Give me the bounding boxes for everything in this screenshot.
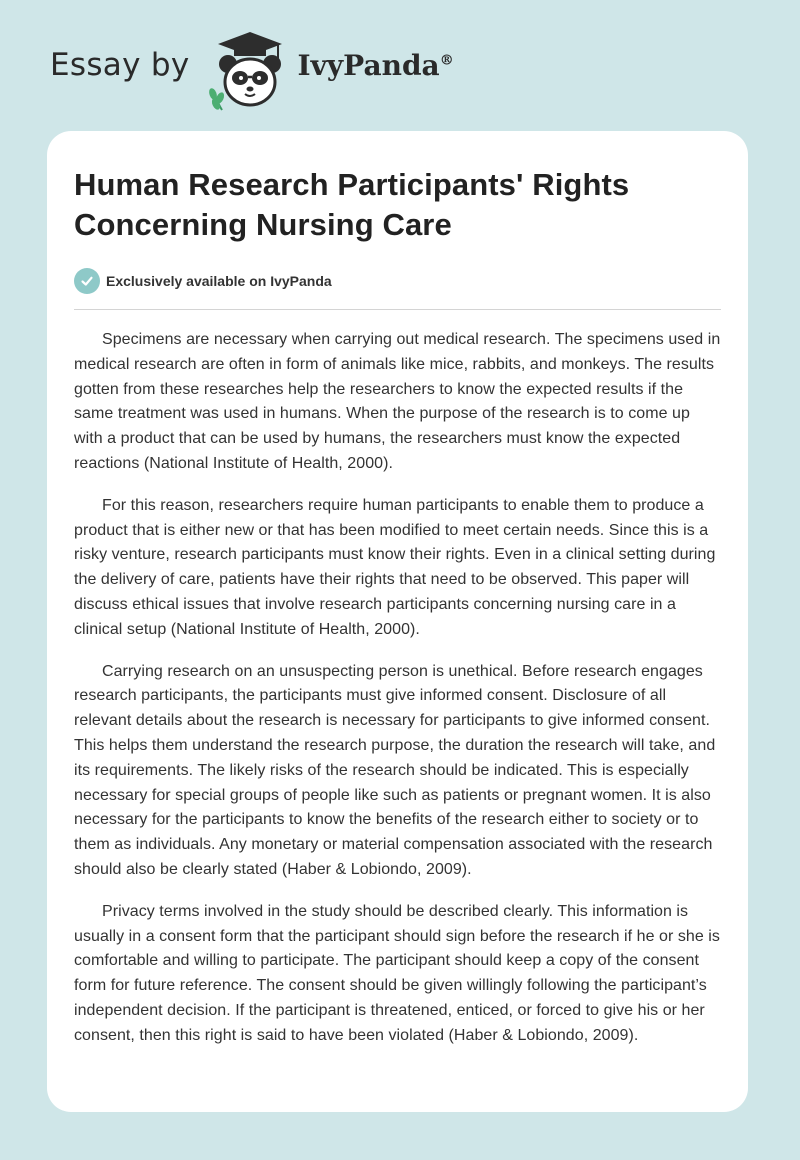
brand-name[interactable]: IvyPanda® <box>297 48 454 82</box>
paragraph: For this reason, researchers require human participants to enable them to produce a product that is either new or that has been modified to meet certain needs. Since this is a risky venture, research participants must know their rights. Even in a clinical setting during the delivery of care, patients have their rights that need to be observed. This paper will discuss ethical issues that involve research participants concerning nursing care in a clinical setup (National Institute of Health, 2000). <box>74 496 716 638</box>
exclusive-badge <box>74 267 721 295</box>
article-card <box>47 131 748 1112</box>
divider <box>74 309 721 310</box>
registered-mark: ® <box>439 52 454 69</box>
essay-by-label: Essay by <box>50 47 190 83</box>
paragraph: Carrying research on an unsuspecting person is unethical. Before research engages research participants, the participants must give informed consent. Disclosure of all relevant details about the research is necessary for participants to give informed consent. This helps them understand the research purpose, the duration the research will take, and its requirements. The likely risks of the research should be indicated. This is especially necessary for special groups of people like such as patients or pregnant women. It is also necessary for the participants to know the benefits of the research either to society or to them as individuals. Any monetary or material compensation associated with the research should also be clearly stated (Haber & Lobiondo, 2009). <box>74 662 716 878</box>
paragraph: Privacy terms involved in the study should be described clearly. This information is usually in a consent form that the participant should sign before the research if he or she is comfortable and willing to participate. The participant should keep a copy of the consent form for future reference. The consent should be given willingly following the participant’s independent decision. If the participant is threatened, enticed, or forced to give his or her consent, then this right is said to have been violated (Haber & Lobiondo, 2009). <box>74 902 720 1044</box>
checkmark-icon <box>74 268 100 294</box>
paragraph: Specimens are necessary when carrying out medical research. The specimens used in medical research are often in form of animals like mice, rabbits, and monkeys. The results gotten from these researches help the researchers to know the expected results if the same treatment was used in humans. When the purpose of the research is to come up with a product that can be used by humans, the researchers must know the expected reactions (National Institute of Health, 2000). <box>74 331 721 472</box>
panda-logo-icon[interactable] <box>204 28 296 114</box>
exclusive-badge-label: Exclusively available on IvyPanda <box>106 273 332 289</box>
article-title: Human Research Participants' Rights Concerning Nursing Care <box>74 167 630 242</box>
article-body <box>74 328 721 1049</box>
site-header <box>50 28 454 114</box>
